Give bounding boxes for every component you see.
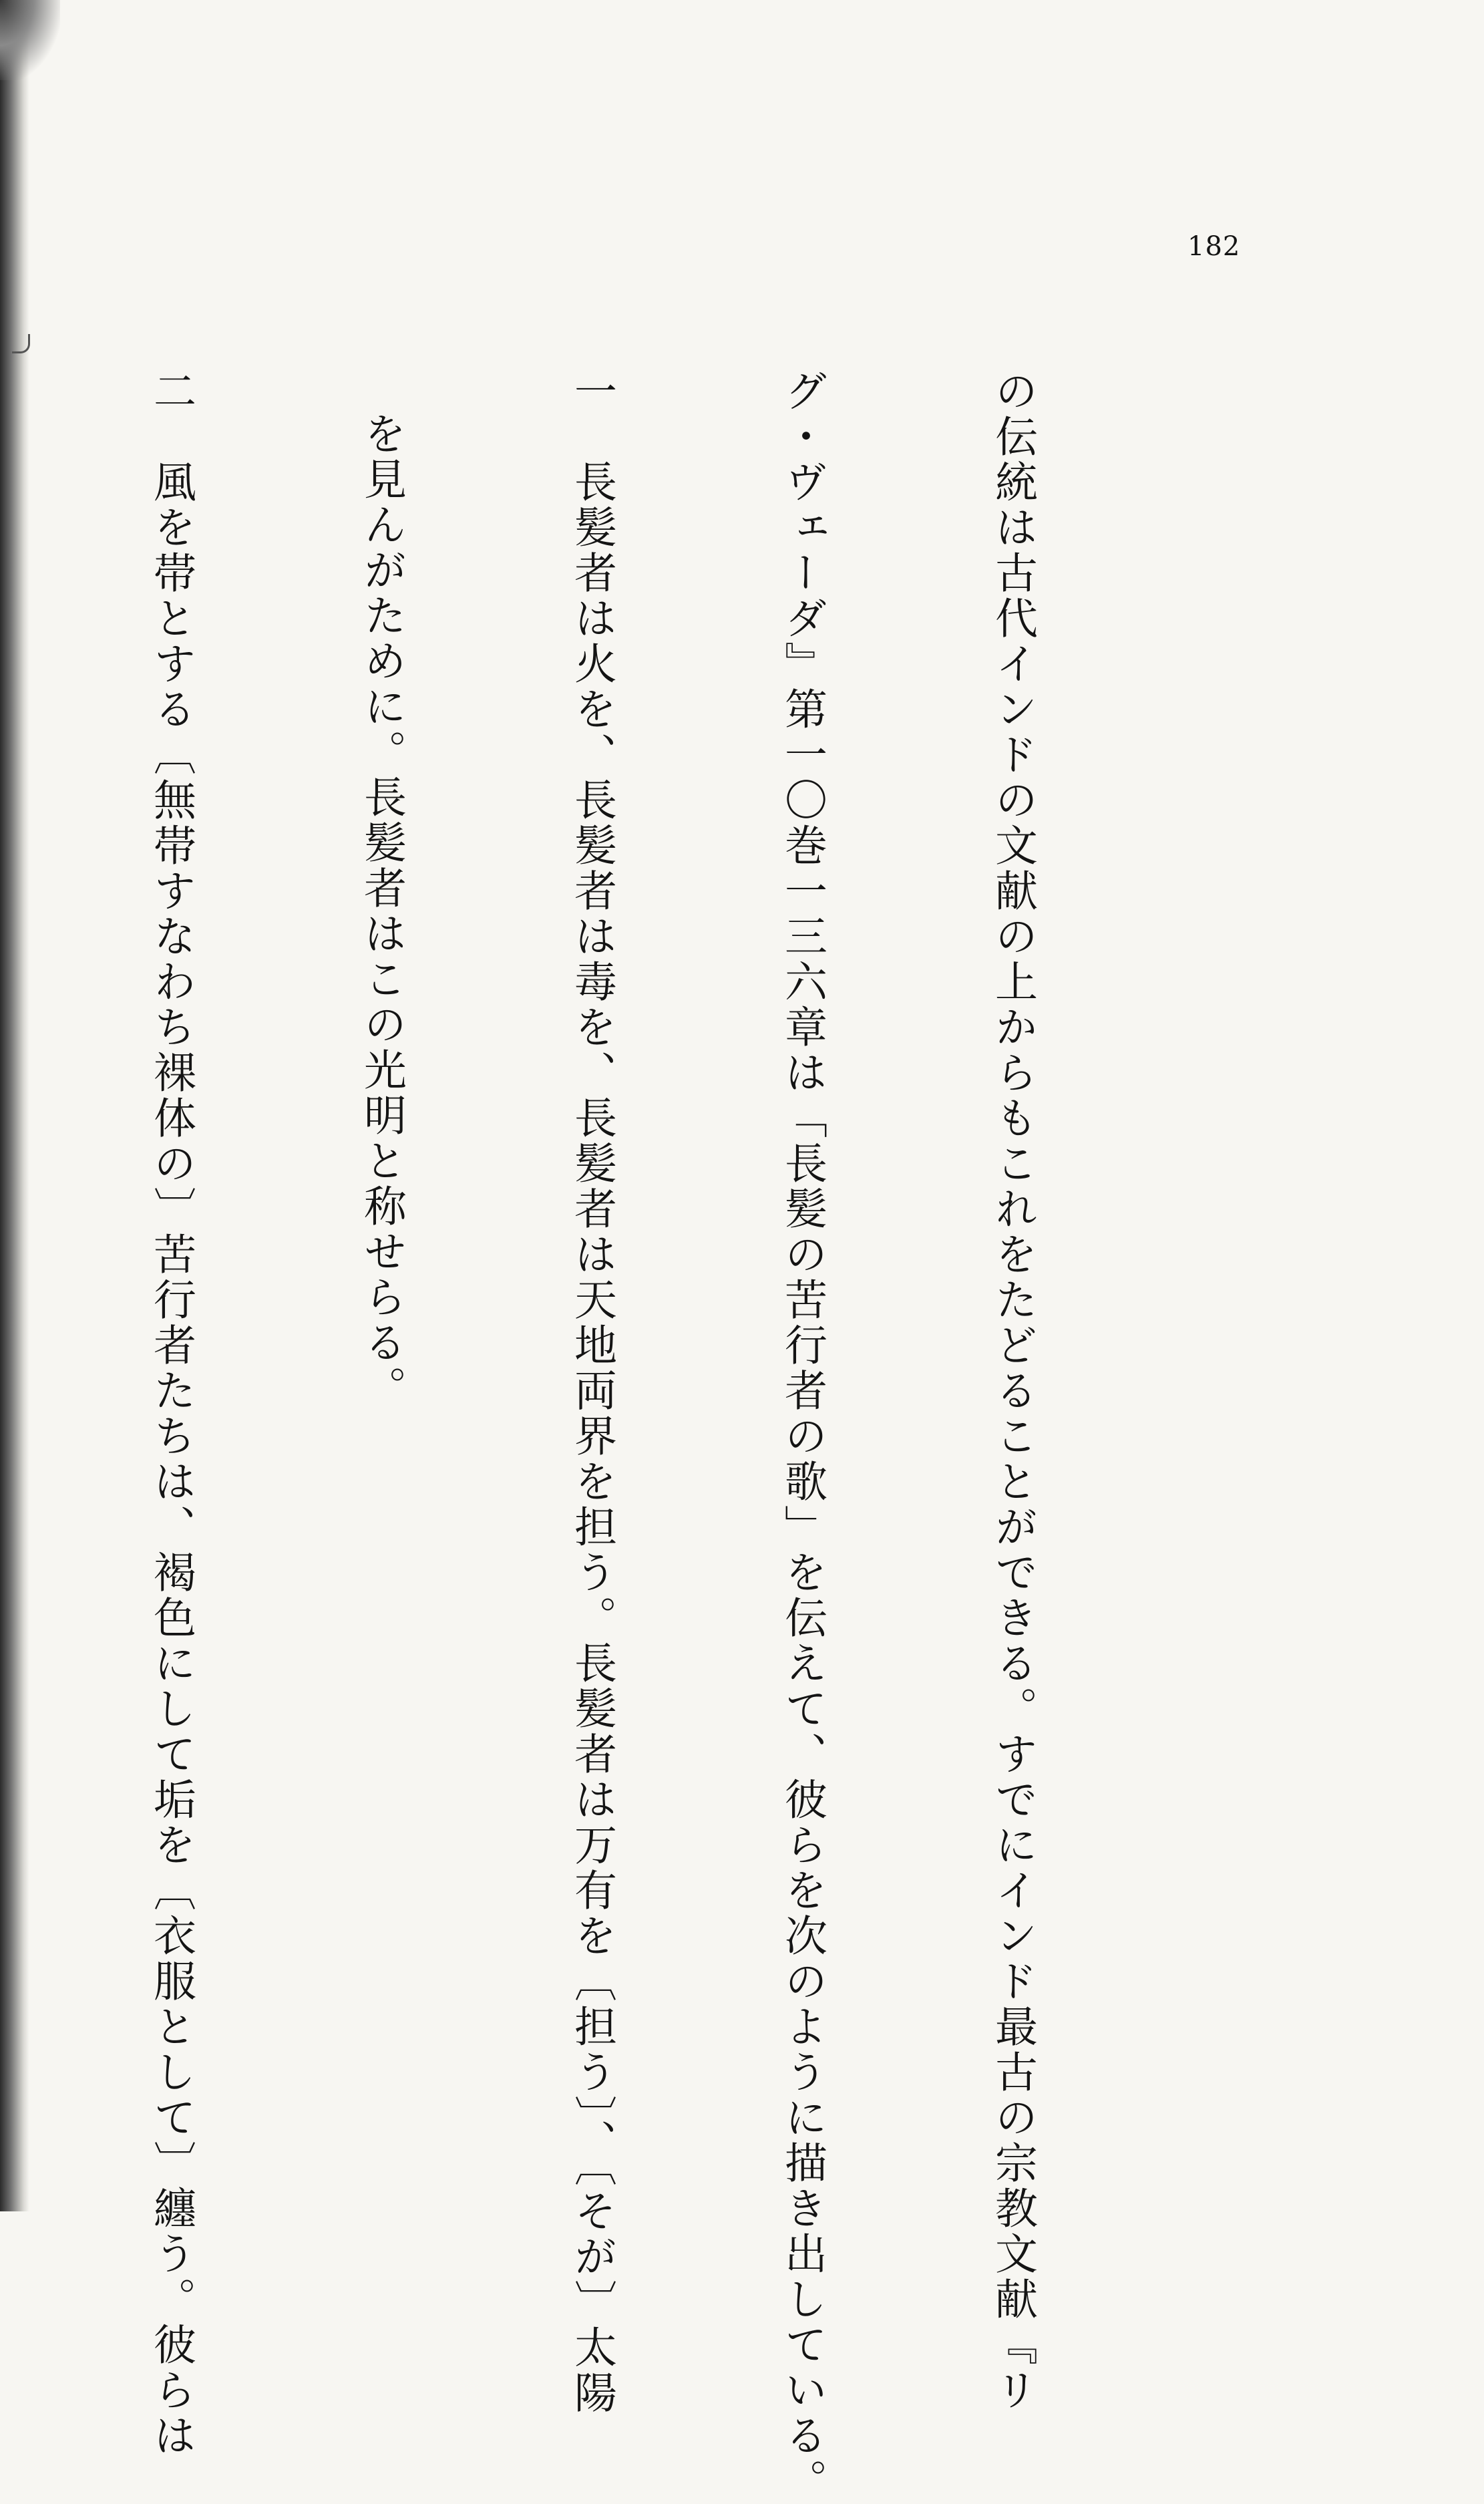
quote-verse-line: を見んがために。長髪者はこの光明と称せらる。: [357, 412, 406, 1411]
body-text: [79, 369, 1187, 2504]
text-line: グ・ヴェーダ』第一〇巻一三六章は「長髪の苦行者の歌」を伝えて、彼らを次のように描き出している。: [777, 369, 827, 2504]
page-corner-shadow: [0, 0, 60, 80]
text-line: の伝統は古代インドの文献の上からもこれをたどることができる。すでにインド最古の宗教文献『リ: [988, 369, 1037, 2413]
quote-verse-line: 二 風を帯とする〔無帯すなわち裸体の〕苦行者たちは、褐色にして垢を〔衣服として〕纏う。彼らは: [146, 369, 196, 2459]
quote-verse-line: 一 長髪者は火を、長髪者は毒を、長髪者は天地両界を担う。長髪者は万有を〔担う〕、〔そが〕太陽: [567, 369, 616, 2416]
page-number: 182: [1187, 231, 1241, 262]
margin-mark: [12, 334, 30, 353]
